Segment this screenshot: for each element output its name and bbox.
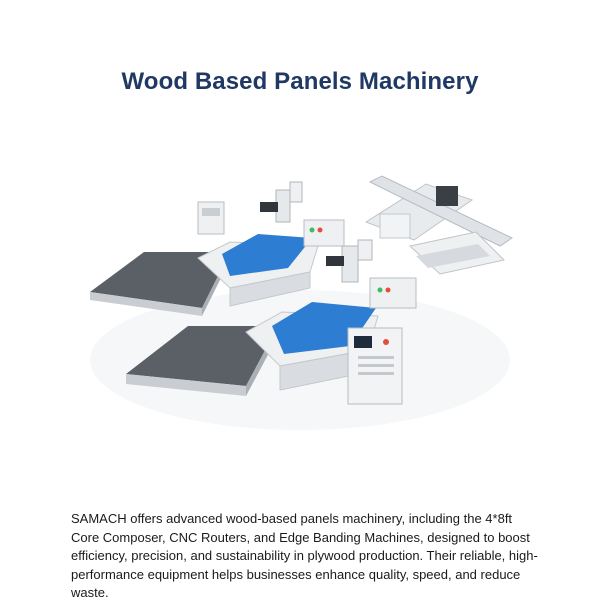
machinery-image [80,160,520,440]
page-title: Wood Based Panels Machinery [121,68,479,95]
description-paragraph: SAMACH offers advanced wood-based panels machinery, including the 4*8ft Core Composer, CNC Routers, and Edge Banding Machines, designed to boost efficiency, precision, and sustainability in plywood production. Their reliable, high-performance equipment helps businesses enhance quality, speed, and reduce waste. [71,511,538,600]
rear-feeder-gantry [366,176,512,274]
